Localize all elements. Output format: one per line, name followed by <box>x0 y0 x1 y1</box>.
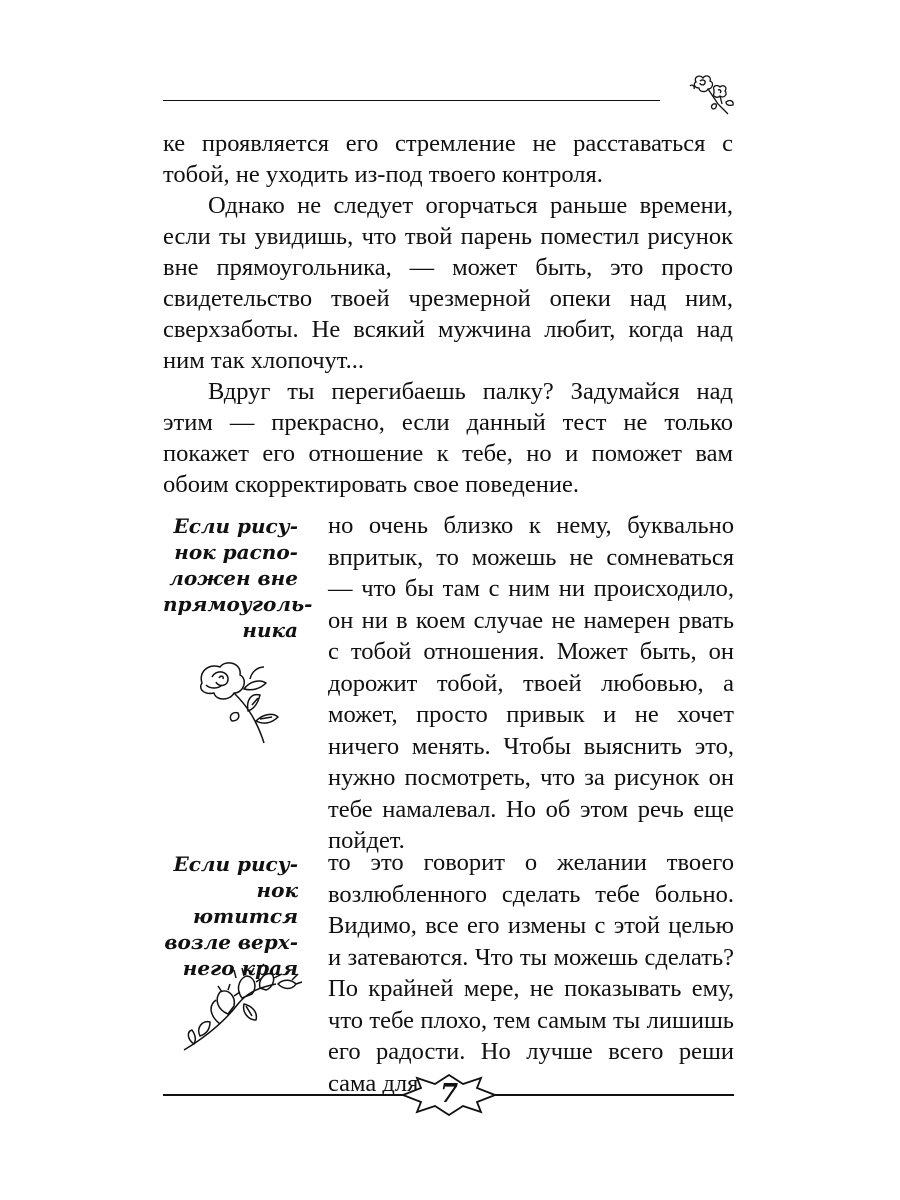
bellflower-icon <box>180 960 305 1052</box>
intro-paragraph-2: Однако не следует огорчаться раньше времени, если ты увидишь, что твой парень поместил рисунок вне прямоугольника, — может быть, это просто свидетельство твоей чрезмерной опеки над ним, сверхзаботы. Не всякий мужчина любит, когда над ним так хлопочут... <box>163 192 733 374</box>
header-rule <box>163 100 660 101</box>
heading-line: Если рису- <box>173 852 298 876</box>
heading-line: нок ютится <box>193 878 298 928</box>
heading-line: нок распо- <box>174 540 298 564</box>
rose-icon <box>688 72 736 116</box>
section-1-paragraph: но очень близко к нему, буквально впритык, то можешь не сомневаться — что бы там с ним ни происходило, он ни в коем случае не намерен рвать с тобой отношения. Может быть, он дорожит тобой, твоей любовью, а может, просто привык и не хочет ничего менять. Чтобы выяснить это, нужно посмотреть, что за рисунок он тебе намалевал. Но об этом речь еще пойдет. <box>328 512 734 854</box>
heading-line: Если рису- <box>173 514 298 538</box>
section-2-paragraph: то это говорит о желании твоего возлюбленного сделать тебе больно. Видимо, все его измены с этой целью и затеваются. Что ты можешь сделать? По крайней мере, не показывать ему, что тебе плохо, тем самым ты лишишь его радости. Но лучше всего реши сама для <box>328 849 734 1097</box>
page-number: 7 <box>439 1079 459 1109</box>
rose-icon <box>192 655 287 745</box>
section-1-text <box>328 510 734 857</box>
footer-rule-left <box>163 1094 403 1096</box>
heading-line: ложен вне <box>169 566 298 590</box>
footer-rule-right <box>493 1094 734 1096</box>
page-footer <box>163 1076 734 1116</box>
section-1-heading <box>163 513 313 643</box>
heading-line: возле верх- <box>164 930 298 954</box>
heading-line: него края <box>182 956 298 980</box>
section-2-text <box>328 847 734 1099</box>
intro-paragraph-1: ке проявляется его стремление не расставаться с тобой, не уходить из-под твоего контроля. <box>163 130 733 188</box>
heading-line: прямоуголь- <box>163 592 313 616</box>
heading-line: ника <box>242 618 298 642</box>
intro-paragraph-3: Вдруг ты перегибаешь палку? Задумайся над этим — прекрасно, если данный тест не только покажет его отношение к тебе, но и поможет вам обоим скорректировать свое поведение. <box>163 378 733 498</box>
intro-text <box>163 128 733 500</box>
